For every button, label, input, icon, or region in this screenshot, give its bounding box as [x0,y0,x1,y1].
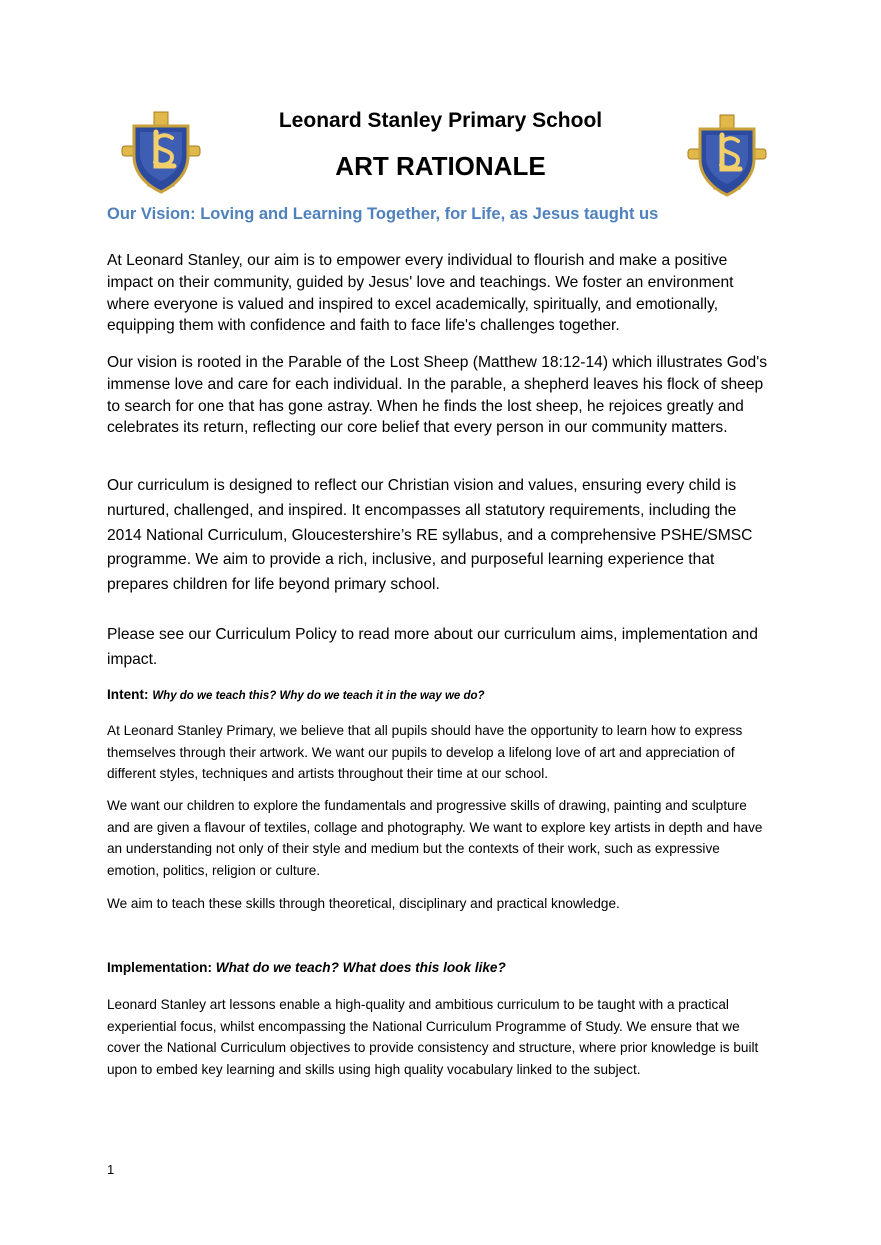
intent-paragraph: We want our children to explore the fundamentals and progressive skills of drawing, painting and sculpture and are given a flavour of textiles, collage and photography. We want to explore key artists in depth and have an understanding not only of their style and medium but the contexts of their work, such as expressive emotion, politics, religion or culture. [107,798,763,878]
intent-paragraph: At Leonard Stanley Primary, we believe that all pupils should have the opportunity to learn how to express themselves through their artwork. We want our pupils to develop a lifelong love of art and appreciation of different styles, techniques and artists throughout their time at our school. [107,723,743,782]
parable-paragraph: Our vision is rooted in the Parable of the Lost Sheep (Matthew 18:12-14) which illustrates God's immense love and care for each individual. In the parable, a shepherd leaves his flock of sheep to search for one that has gone astray. When he finds the lost sheep, he rejoices greatly and celebrates its return, reflecting our core belief that every person in our community matters. [107,354,767,437]
intent-label: Intent: [107,687,149,702]
curriculum-paragraph: Our curriculum is designed to reflect our Christian vision and values, ensuring every child is nurtured, challenged, and inspired. It encompasses all statutory requirements, including the 2014 National Curriculum, Gloucestershire’s RE syllabus, and a comprehensive PSHE/SMSC programme. We aim to provide a rich, inclusive, and purposeful learning experience that prepares children for life beyond primary school. [107,477,753,594]
school-name: Leonard Stanley Primary School [278,109,603,132]
page-number: 1 [107,1162,115,1177]
implementation-label: Implementation: [107,960,212,975]
implementation-question: What do we teach? What does this look like? [215,960,506,975]
aim-paragraph: At Leonard Stanley, our aim is to empower every individual to flourish and make a positive impact on their community, guided by Jesus' love and teachings. We foster an environment where everyone is valued and inspired to excel academically, spiritually, and emotionally, equipping them with confidence and faith to face life's challenges together. [107,252,734,335]
intent-paragraph: We aim to teach these skills through theoretical, disciplinary and practical knowledge. [107,896,620,911]
implementation-heading [107,960,506,975]
intent-heading [107,687,485,702]
intent-question: Why do we teach this? Why do we teach it in the way we do? [152,690,485,702]
document-title: ART RATIONALE [335,151,546,181]
policy-paragraph: Please see our Curriculum Policy to read more about our curriculum aims, implementation and impact. [107,626,758,668]
vision-statement: Our Vision: Loving and Learning Together, for Life, as Jesus taught us [107,205,659,223]
implementation-paragraph: Leonard Stanley art lessons enable a high-quality and ambitious curriculum to be taught with a practical experiential focus, whilst encompassing the National Curriculum Programme of Study. We ensure that we cover the National Curriculum objectives to provide consistency and structure, where prior knowledge is built upon to embed key learning and skills using high quality vocabulary linked to the subject. [107,997,759,1077]
